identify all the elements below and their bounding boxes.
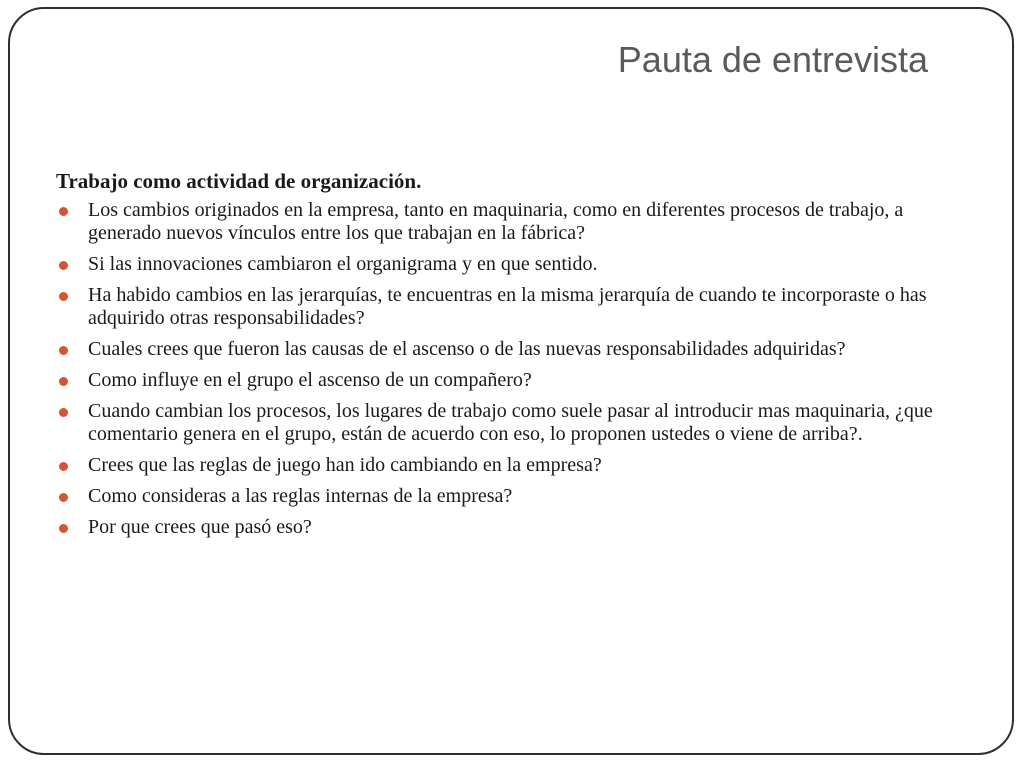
list-item-text: Ha habido cambios en las jerarquías, te encuentras en la misma jerarquía de cuando te incorporaste o has adquirido otras responsabilidades? xyxy=(88,284,927,329)
list-item-text: Los cambios originados en la empresa, tanto en maquinaria, como en diferentes procesos de trabajo, a generado nuevos vínculos entre los que trabajan en la fábrica? xyxy=(88,199,904,244)
list-item-text: Por que crees que pasó eso? xyxy=(88,516,312,538)
list-item xyxy=(56,369,956,392)
bullet-icon xyxy=(59,462,68,471)
list-item xyxy=(56,253,956,276)
list-item-text: Como consideras a las reglas internas de la empresa? xyxy=(88,485,513,507)
list-item-text: Cuales crees que fueron las causas de el ascenso o de las nuevas responsabilidades adquiridas? xyxy=(88,338,846,360)
list-item-text: Cuando cambian los procesos, los lugares de trabajo como suele pasar al introducir mas maquinaria, ¿que comentario genera en el grupo, están de acuerdo con eso, lo proponen ustedes o viene de arriba?. xyxy=(88,400,933,445)
list-item-text: Como influye en el grupo el ascenso de un compañero? xyxy=(88,369,532,391)
slide-content xyxy=(56,169,956,547)
list-item-text: Si las innovaciones cambiaron el organigrama y en que sentido. xyxy=(88,253,598,275)
list-item xyxy=(56,454,956,477)
bullet-icon xyxy=(59,207,68,216)
bullet-icon xyxy=(59,346,68,355)
question-list xyxy=(56,199,956,539)
list-item xyxy=(56,199,956,245)
list-item xyxy=(56,485,956,508)
bullet-icon xyxy=(59,261,68,270)
bullet-icon xyxy=(59,493,68,502)
list-item xyxy=(56,400,956,446)
slide-title: Pauta de entrevista xyxy=(617,39,928,80)
bullet-icon xyxy=(59,524,68,533)
list-item xyxy=(56,516,956,539)
bullet-icon xyxy=(59,292,68,301)
section-heading: Trabajo como actividad de organización. xyxy=(56,169,422,193)
bullet-icon xyxy=(59,408,68,417)
slide-frame xyxy=(8,7,1014,755)
list-item xyxy=(56,284,956,330)
list-item xyxy=(56,338,956,361)
bullet-icon xyxy=(59,377,68,386)
list-item-text: Crees que las reglas de juego han ido cambiando en la empresa? xyxy=(88,454,602,476)
